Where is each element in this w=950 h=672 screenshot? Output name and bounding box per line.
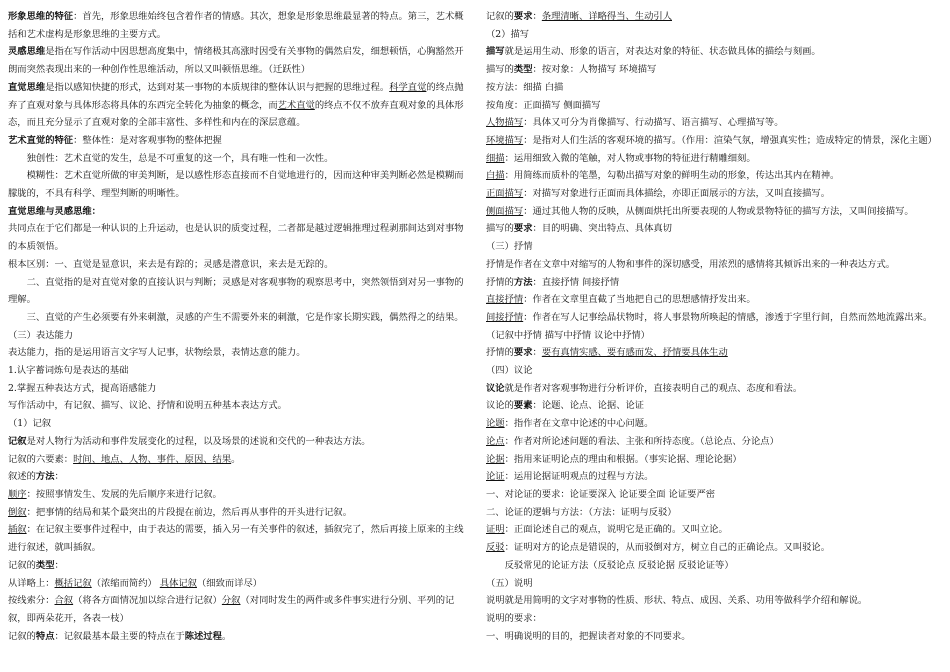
term: 形象思维的特征 [8, 11, 74, 22]
underlined-term: 人物描写 [486, 117, 524, 129]
text: ：指作者在文章中论述的中心问题。 [504, 418, 654, 430]
section-heading: （四）议论 [486, 365, 533, 377]
text: 记叙的 [486, 11, 514, 22]
underlined-term: 论据 [486, 453, 505, 465]
term: 要素 [513, 400, 533, 412]
text: 就是作者对客观事物进行分析评价，直接表明自己的观点、态度和看法。 [504, 382, 803, 394]
text: 描写的 [486, 223, 514, 235]
paragraph: 2.掌握五种表达方式，提高语感能力 [8, 382, 157, 394]
paragraph [8, 132, 464, 150]
text: 是指在写作活动中因思想高度集中，情绪极其高涨时因受有关事物的偶然启发，细想顿悟，心胸豁然开朗而突然表现出来的一种创作性思维活动，所以又叫顿悟思维。（迁跃性） [8, 46, 464, 76]
underlined-term: 证明 [486, 524, 505, 536]
text: ：按照事情发生、发展的先后顺序来进行记叙。 [26, 488, 222, 500]
text: ：运用论据证明观点的过程与方法。 [504, 471, 654, 483]
text: 。 [231, 453, 241, 465]
paragraph [486, 203, 944, 221]
paragraph: 三、直觉的产生必须要有外来刺激，灵感的产生不需要外来的刺激，它是作家长期实践，偶然得之的结果。 [26, 311, 464, 323]
text: ：目的明确、突出特点、具体真切 [532, 223, 672, 235]
text: ：具体又可分为肖像描写、行动描写、语言描写、心理描写等。 [523, 117, 784, 129]
paragraph [486, 167, 944, 185]
paragraph [486, 132, 944, 150]
paragraph [8, 521, 464, 556]
text: 抒情的 [486, 276, 514, 288]
text: ：按对象：人物描写 环境描写 [532, 64, 657, 76]
paragraph: 说明的要求： [486, 612, 542, 624]
underlined-term: 直接抒情 [486, 294, 524, 306]
paragraph: 表达能力，指的是运用语言文字写人记事，状物绘景，表情达意的能力。 [8, 347, 306, 359]
paragraph [8, 79, 464, 132]
paragraph: 独创性：艺术直觉的发生，总是不可重复的这一个，具有唯一性和一次性。 [26, 152, 334, 164]
subsection-heading: （2）描写 [486, 28, 530, 40]
underlined-term: 要有真情实感、要有感而发、抒情要具体生动 [541, 347, 728, 359]
paragraph: 二、论证的逻辑与方法：（方法：证明与反驳） [486, 506, 677, 518]
paragraph [486, 150, 944, 168]
paragraph: 按方法：细描 白描 [486, 81, 564, 93]
paragraph: 1.认字蓄词炼句是表达的基础 [8, 365, 129, 377]
paragraph [486, 43, 944, 61]
text: 就是运用生动、形象的语言，对表达对象的特征、状态做具体的描绘与刻画。 [504, 46, 821, 58]
underlined-term: 艺术直觉 [277, 99, 315, 111]
term: 要求 [513, 347, 533, 359]
underlined-term: 插叙 [8, 524, 27, 536]
underlined-term: 论证 [486, 471, 505, 483]
paragraph: 说明就是用简明的文字对事物的性质、形状、特点、成因、关系、功用等做科学介绍和解说。 [486, 595, 868, 607]
term: 艺术直觉的特征 [8, 134, 74, 146]
paragraph [8, 468, 464, 486]
underlined-term: 顺序 [8, 488, 27, 500]
paragraph [486, 468, 944, 486]
term: 类型 [35, 559, 55, 571]
text: ：作者在写人记事绘晶状物时，将人事景物所唤起的情感，渗透于字里行间，自然而然地流露出来。（记叙中抒情 描写中抒情 议论中抒情） [486, 311, 933, 341]
text: ：证明对方的论点是错误的，从而驳倒对方，树立自己的正确论点。又叫驳论。 [504, 542, 831, 554]
text: ： [54, 471, 64, 483]
paragraph [486, 451, 944, 469]
paragraph: 二、直觉指的是对直觉对象的直接认识与判断；灵感是对客观事物的观察思考中，突然领悟到对另一事物的理解。 [8, 276, 464, 306]
paragraph: 抒情是作者在文章中对缩写的人物和事件的深切感受，用浓烈的感情将其倾诉出来的一种表达方式。 [486, 258, 896, 270]
text: ：用简练而质朴的笔墨，勾勒出描写对象的鲜明生动的形象，传达出其内在精神。 [504, 170, 840, 182]
underlined-term: 白描 [486, 170, 505, 182]
term: 记叙 [8, 435, 27, 447]
paragraph [8, 557, 464, 575]
term: 要求 [513, 11, 533, 22]
paragraph [486, 344, 944, 362]
underlined-term: 分叙 [221, 595, 241, 607]
term: 议论 [486, 382, 505, 394]
term: 特点 [35, 630, 55, 642]
text: ： [54, 559, 64, 571]
text: 从详略上： [8, 577, 55, 589]
term: 要求 [513, 223, 533, 235]
text: 的终点不仅不放弃直观对象的具体形态，而且充分显示了直观对象的全部丰富性、多样性和内在的深层意蕴。 [8, 99, 464, 129]
text: 记叙的 [8, 559, 36, 571]
term: 方法 [513, 276, 533, 288]
text: ： [532, 347, 542, 359]
paragraph [8, 43, 464, 78]
term: 灵感思维 [8, 46, 46, 58]
paragraph [486, 415, 944, 433]
paragraph [8, 628, 464, 646]
text: ：指用来证明论点的理由和根据。（事实论据、理论论据） [504, 453, 742, 465]
paragraph [486, 433, 944, 451]
paragraph: 反驳常见的论证方法（反驳论点 反驳论据 反驳论证等） [504, 559, 734, 571]
text: 描写的 [486, 64, 514, 76]
paragraph: 共同点在于它们都是一种认识的上升运动，也是认识的质变过程，二者都是越过逻辑推理过程剥那间达到对事物的本质领悟。 [8, 223, 464, 253]
text: 的终点抛弃了直观对象与具体形态将具体的东西完全转化为抽象的概念，而 [8, 81, 464, 111]
text: ：通过其他人物的反映，从侧面烘托出所要表现的人物或景物特征的描写方法，又叫间接描写。 [523, 205, 914, 217]
underlined-term: 论题 [486, 418, 505, 430]
paragraph [486, 397, 944, 415]
text: 按线索分： [8, 595, 55, 607]
text: ：作者在文章里直截了当地把自己的思想感情抒发出来。 [523, 294, 756, 306]
underlined-term: 反驳 [486, 542, 505, 554]
paragraph: 一、对论证的要求：论证要深入 论证要全面 论证要严密 [486, 488, 716, 500]
text: ：论题、论点、论据、论证 [532, 400, 645, 412]
section-heading: （五）说明 [486, 577, 533, 589]
paragraph [486, 539, 944, 557]
text: ：对描写对象进行正面而具体描绘，亦即正面展示的方法，又叫直接描写。 [523, 188, 831, 200]
paragraph [486, 61, 944, 79]
text: ：直接抒情 间接抒情 [532, 276, 620, 288]
paragraph [8, 433, 464, 451]
underlined-term: 间接抒情 [486, 311, 524, 323]
paragraph [486, 274, 944, 292]
text: ：把事情的结局和某个最突出的片段提在前边，然后再从事件的开头进行记叙。 [26, 506, 353, 518]
heading [8, 203, 464, 221]
text: ：首先，形象思维始终包含着作者的情感。其次，想象是形象思维最显著的特点。第三，艺术概括和艺术虚构是形象思维的主要方式。 [8, 11, 464, 40]
underlined-term: 具体记叙 [159, 577, 197, 589]
paragraph: 一、明确说明的目的，把握读者对象的不同要求。 [486, 630, 691, 642]
paragraph [486, 380, 944, 398]
left-column [8, 8, 464, 645]
term: 陈述过程 [184, 630, 222, 642]
text: （细致而详尽） [196, 577, 263, 589]
paragraph [486, 8, 944, 26]
underlined-term: 条理清晰、详略得当、生动引人 [541, 11, 672, 22]
text: 。 [221, 630, 232, 642]
underlined-term: 概括记叙 [54, 577, 92, 589]
text: ：运用细致入微的笔触，对人物或事物的特征进行精雕细刻。 [504, 152, 756, 164]
text: ： [532, 11, 542, 22]
term: 方法 [35, 471, 55, 483]
text: 是对人物行为活动和事件发展变化的过程，以及场景的述说和交代的一种表达方法。 [26, 435, 371, 447]
paragraph: 根本区别：一、直觉是显意识，来去是有踪的；灵感是潜意识，来去是无踪的。 [8, 258, 334, 270]
right-column [486, 8, 944, 645]
paragraph [486, 185, 944, 203]
paragraph [8, 575, 464, 593]
text: ：正面论述自己的观点，说明它是正确的。又叫立论。 [504, 524, 728, 536]
paragraph [486, 220, 944, 238]
term: 直觉思维与灵感思维： [8, 205, 101, 217]
text: 抒情的 [486, 347, 514, 359]
text: （对同时发生的两件或多件事实进行分别、平列的记叙，即两朵花开，各表一枝） [8, 595, 455, 624]
text: 是指以感知快捷的形式，达到对某一事物的本质规律的整体认识与把握的思维过程。 [45, 81, 390, 93]
underlined-term: 环境描写 [486, 134, 524, 146]
underlined-term: 时间、地点、人物、事件、原因、结果 [73, 453, 232, 465]
text: 叙述的 [8, 471, 36, 483]
text: ：在记叙主要事件过程中，由于表达的需要，插入另一有关事件的叙述，插叙完了，然后再接上原来的主线进行叙述，就叫插叙。 [8, 524, 464, 554]
paragraph [8, 8, 464, 43]
text: 议论的 [486, 400, 514, 412]
subsection-heading: （1）记叙 [8, 418, 52, 430]
underlined-term: 细描 [486, 152, 505, 164]
underlined-term: 科学直觉 [389, 81, 427, 93]
paragraph [486, 114, 944, 132]
paragraph [8, 451, 464, 469]
underlined-term: 合叙 [54, 595, 74, 607]
term: 描写 [486, 46, 505, 58]
paragraph: 模糊性：艺术直觉所做的审美判断，是以感性形态直接而不自觉地进行的，因而这种审美判断必然是模糊而朦胧的，不具有科学、理型判断的明晰性。 [8, 170, 464, 200]
underlined-term: 正面描写 [486, 188, 524, 200]
underlined-term: 论点 [486, 435, 505, 447]
underlined-term: 倒叙 [8, 506, 27, 518]
paragraph [8, 504, 464, 522]
text: 记叙的 [8, 630, 36, 642]
paragraph [486, 521, 944, 539]
paragraph: 按角度：正面描写 侧面描写 [486, 99, 601, 111]
term: 直觉思维 [8, 81, 46, 93]
paragraph [486, 291, 944, 309]
section-heading: （三）抒情 [486, 241, 533, 253]
paragraph [486, 309, 944, 344]
text: ：作者对所论述问题的看法、主张和所持态度。（总论点、分论点） [504, 435, 779, 447]
paragraph: 写作活动中，有记叙、描写、议论、抒情和说明五种基本表达方式。 [8, 400, 287, 412]
text: ：是指对人们生活的客观环境的描写。（作用：渲染气氛，增强真实性；造成特定的情景，深化主题） [523, 134, 937, 146]
text: 记叙的六要素： [8, 453, 74, 465]
underlined-term: 侧面描写 [486, 205, 524, 217]
paragraph [8, 486, 464, 504]
section-heading: （三）表达能力 [8, 329, 74, 341]
text: （将各方面情况加以综合进行记叙） [73, 595, 222, 607]
text: （浓缩而简约） [91, 577, 157, 589]
text: ：整体性：是对客观事物的整体把握 [73, 134, 222, 146]
term: 类型 [513, 64, 533, 76]
text: ：记叙最基本最主要的特点在于 [54, 630, 185, 642]
paragraph [8, 592, 464, 627]
